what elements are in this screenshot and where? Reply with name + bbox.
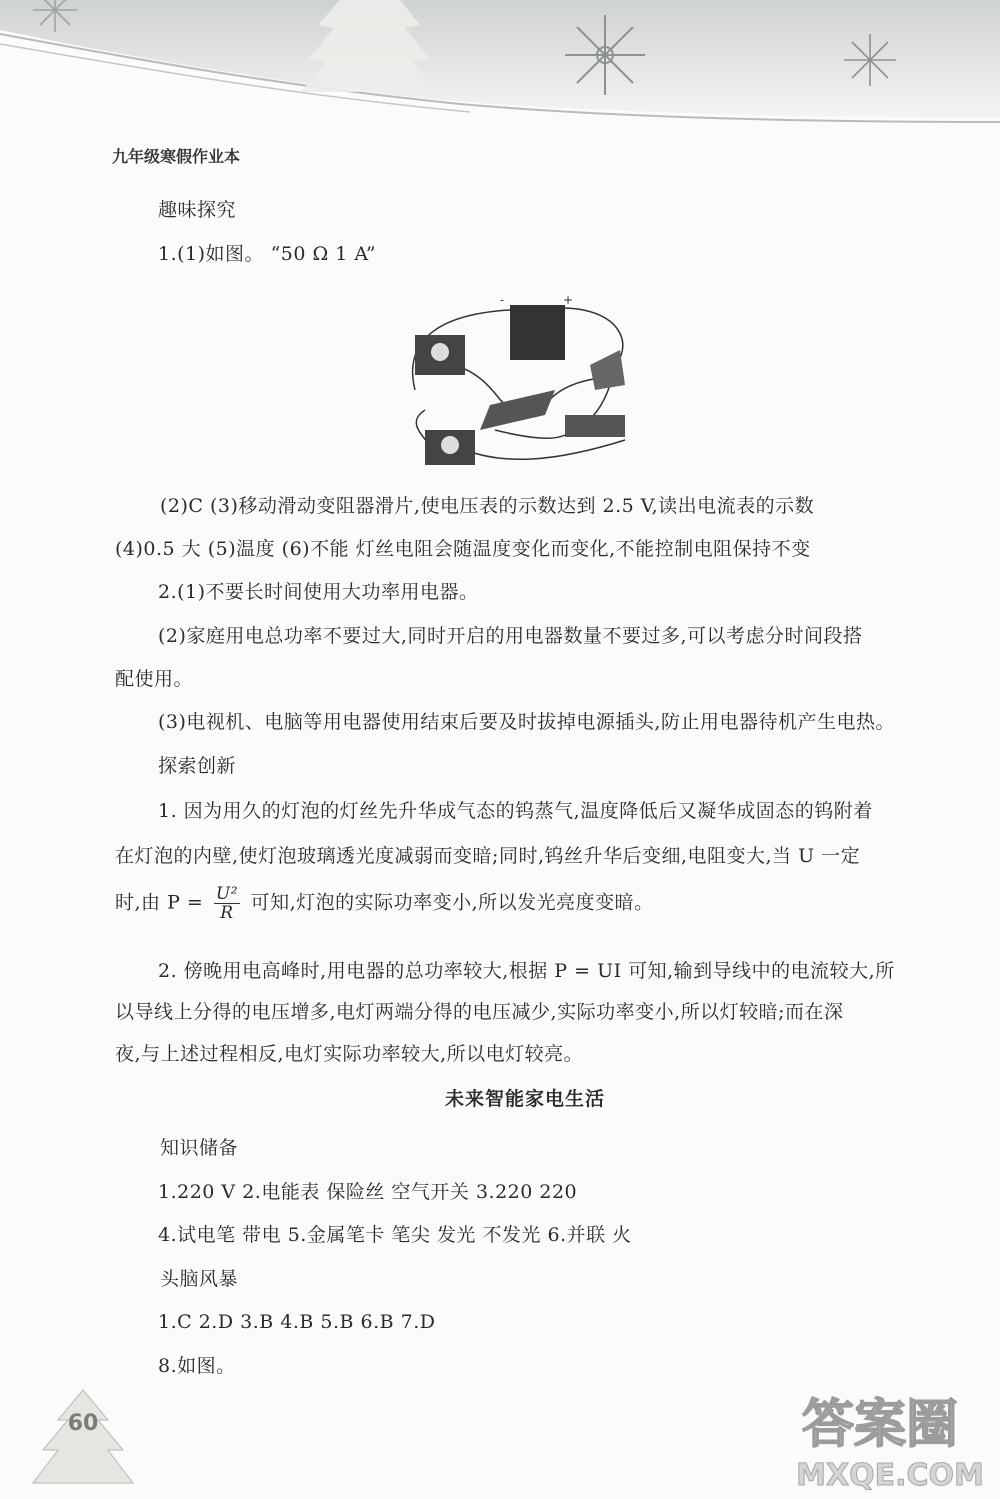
answer-line: 1. 因为用久的灯泡的灯丝先升华成气态的钨蒸气,温度降低后又凝华成固态的钨附着 <box>158 800 873 822</box>
rheostat-icon <box>565 415 625 437</box>
snowflake-icon <box>565 15 645 95</box>
answer-line: 以导线上分得的电压增多,电灯两端分得的电压减少,实际功率变小,所以灯较暗;而在深 <box>115 1001 844 1023</box>
power-formula-fraction <box>214 885 240 922</box>
section-heading-brainstorm: 头脑风暴 <box>160 1268 239 1290</box>
answer-line: (2)家庭用电总功率不要过大,同时开启的用电器数量不要过多,可以考虑分时间段搭 <box>158 625 863 647</box>
answer-line: (4)0.5 大 (5)温度 (6)不能 灯丝电阻会随温度变化而变化,不能控制电阻保持不变 <box>115 538 811 560</box>
answer-line: 1.220 V 2.电能表 保险丝 空气开关 3.220 220 <box>158 1181 578 1203</box>
switch-icon <box>480 390 555 430</box>
battery-minus-label: - <box>500 293 505 307</box>
answer-line: 1.(1)如图。 “50 Ω 1 A” <box>158 243 377 265</box>
answer-line: 2.(1)不要长时间使用大功率用电器。 <box>158 581 479 603</box>
header-decoration <box>0 0 1000 135</box>
answer-line: (3)电视机、电脑等用电器使用结束后要及时拔掉电源插头,防止用电器待机产生电热。 <box>158 711 895 733</box>
answer-line: 4.试电笔 带电 5.金属笔卡 笔尖 发光 不发光 6.并联 火 <box>158 1224 632 1246</box>
chapter-title: 未来智能家电生活 <box>444 1088 605 1110</box>
answer-line: 8.如图。 <box>158 1355 236 1377</box>
watermark <box>770 1380 995 1495</box>
battery-plus-label: + <box>563 293 574 307</box>
fraction-numerator: U² <box>215 884 239 904</box>
section-heading-knowledge: 知识储备 <box>160 1137 239 1159</box>
battery-icon <box>510 305 565 360</box>
section-heading-fun-explore: 趣味探究 <box>158 199 237 221</box>
section-heading-explore-innovate: 探索创新 <box>158 755 237 777</box>
answer-line: 1.C 2.D 3.B 4.B 5.B 6.B 7.D <box>158 1311 436 1333</box>
book-title: 九年级寒假作业本 <box>112 147 241 166</box>
answer-line-formula <box>115 885 654 922</box>
answer-line: 配使用。 <box>115 668 194 690</box>
page-number-badge <box>28 1385 138 1495</box>
tree-icon <box>28 1385 138 1495</box>
formula-suffix: 可知,灯泡的实际功率变小,所以发光亮度变暗。 <box>250 891 654 914</box>
formula-prefix: 时,由 P = <box>115 891 204 914</box>
watermark-main: 答案圈 <box>801 1395 959 1455</box>
fraction-denominator: R <box>220 903 234 923</box>
answer-line: (2)C (3)移动滑动变阻器滑片,使电压表的示数达到 2.5 V,读出电流表的示数 <box>160 495 815 517</box>
answer-line: 夜,与上述过程相反,电灯实际功率较大,所以电灯较亮。 <box>115 1043 584 1065</box>
answer-line: 在灯泡的内壁,使灯泡玻璃透光度减弱而变暗;同时,钨丝升华后变细,电阻变大,当 U 一定 <box>115 845 861 867</box>
bulb-icon <box>590 350 625 390</box>
answer-line: 2. 傍晚用电高峰时,用电器的总功率较大,根据 P = UI 可知,输到导线中的电流较大,所 <box>158 960 895 982</box>
page-number: 60 <box>67 1411 99 1436</box>
circuit-diagram <box>395 290 645 470</box>
watermark-url: MXQE.COM <box>796 1458 984 1493</box>
